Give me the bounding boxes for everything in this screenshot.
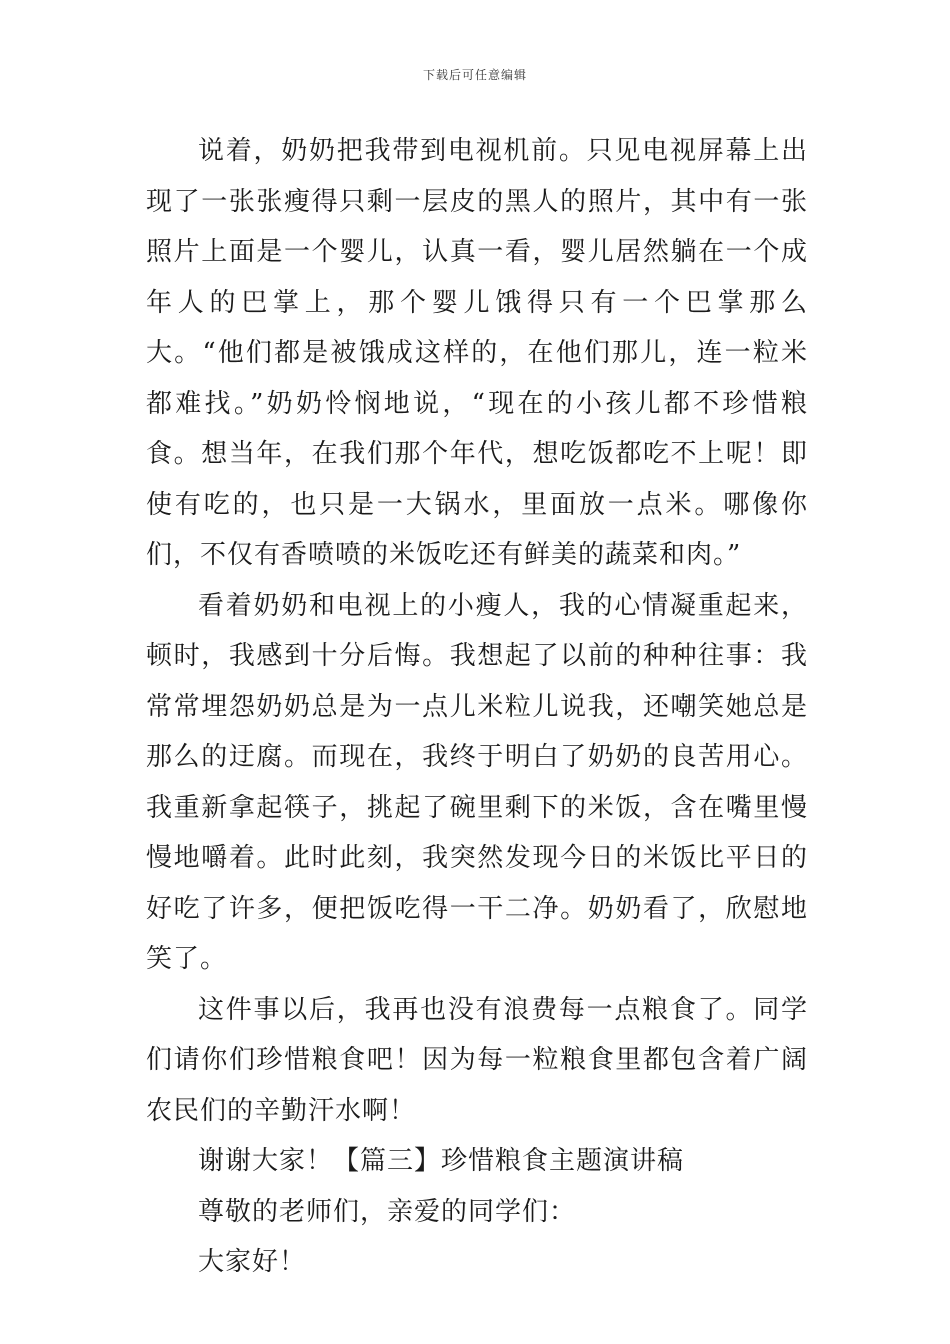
document-body	[146, 126, 808, 1288]
paragraph-thanks-heading: 谢谢大家！【篇三】珍惜粮食主题演讲稿	[198, 1146, 685, 1176]
paragraph-greeting: 大家好！	[198, 1247, 307, 1277]
paragraph-regret: 看着奶奶和电视上的小瘦人，我的心情凝重起来，顿时，我感到十分后悔。我想起了以前的种种往事：我常常埋怨奶奶总是为一点儿米粒儿说我，还嘲笑她总是那么的迂腐。而现在，我终于明白了奶奶的良苦用心。我重新拿起筷子，挑起了碗里剩下的米饭，含在嘴里慢慢地嚼着。此时此刻，我突然发现今日的米饭比平日的好吃了许多，便把饭吃得一干二净。奶奶看了，欣慰地笑了。	[146, 590, 808, 974]
paragraph-salutation: 尊敬的老师们，亲爱的同学们：	[198, 1196, 577, 1227]
paragraph-appeal: 这件事以后，我再也没有浪费每一点粮食了。同学们请你们珍惜粮食吧！因为每一粒粮食里都包含着广阔农民们的辛勤汗水啊！	[146, 994, 808, 1126]
page-header: 下载后可任意编辑	[422, 68, 527, 82]
paragraph-grandma-tv: 说着，奶奶把我带到电视机前。只见电视屏幕上出现了一张张瘦得只剩一层皮的黑人的照片，其中有一张照片上面是一个婴儿，认真一看，婴儿居然躺在一个成年人的巴掌上，那个婴儿饿得只有一个巴掌那么大。“他们都是被饿成这样的，在他们那儿，连一粒米都难找。”奶奶怜悯地说，“现在的小孩儿都不珍惜粮食。想当年，在我们那个年代，想吃饭都吃不上呢！即使有吃的，也只是一大锅水，里面放一点米。哪像你们，不仅有香喷喷的米饭吃还有鲜美的蔬菜和肉。”	[146, 136, 808, 570]
